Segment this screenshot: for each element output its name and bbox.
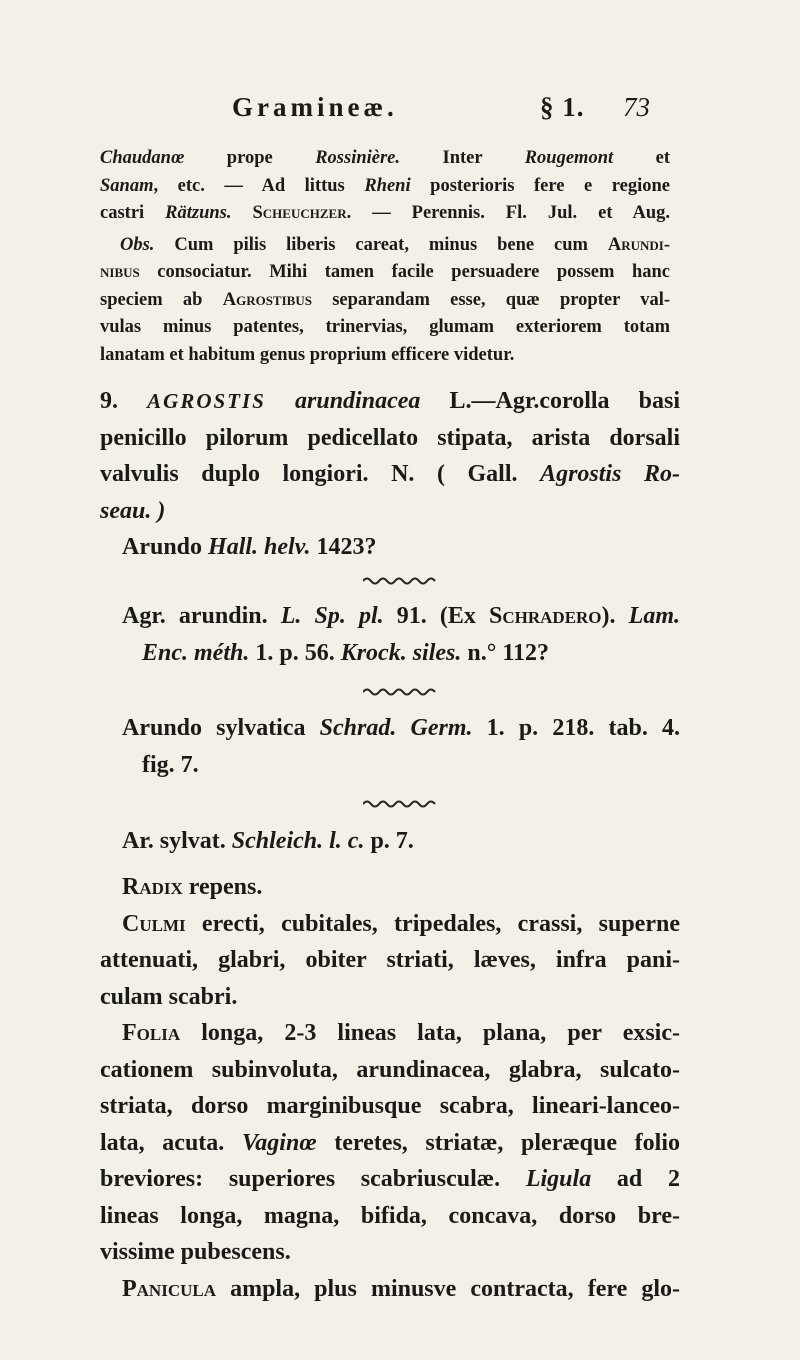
text-line: penicillo pilorum pedicellato stipata, arista dorsali <box>100 424 680 451</box>
text-line <box>100 145 670 173</box>
text-line <box>100 1015 680 1052</box>
text-run: speciem ab <box>100 289 223 310</box>
text-run: —Agr.corolla basi <box>471 388 681 414</box>
text-run: Panicula <box>122 1275 216 1302</box>
text-run: consociatur. Mihi tamen facile persuadere possem hanc <box>139 262 670 282</box>
text-line: striata, dorso marginibusque scabra, lineari-lanceo- <box>100 1093 680 1119</box>
species-genus: AGROSTIS <box>147 389 266 413</box>
text-line <box>100 1271 680 1308</box>
wavy-separator <box>0 686 800 702</box>
text-line: vissime pubescens. <box>100 1239 291 1265</box>
text-run: Rossinière. <box>315 148 401 168</box>
text-run: 1. p. 218. tab. 4. <box>472 715 680 741</box>
text-line <box>100 456 680 493</box>
text-run: seau. ) <box>100 497 166 524</box>
text-line <box>100 314 670 342</box>
text-run: ampla, plus minusve contracta, fere glo- <box>216 1275 680 1302</box>
text-run: nibus <box>100 262 140 282</box>
text-line <box>100 529 680 566</box>
species-epithet: arundinacea <box>295 388 421 414</box>
text-run: Schrad. Germ. <box>319 715 473 741</box>
text-line <box>100 710 680 747</box>
text-run: Schradero <box>489 603 602 629</box>
text-run: Rheni <box>364 175 411 196</box>
text-line <box>100 1125 680 1162</box>
text-line <box>100 598 680 635</box>
wavy-separator <box>0 798 800 814</box>
text-run: separandam esse, quæ propter val- <box>311 289 670 310</box>
description-block <box>100 869 680 1307</box>
text-line: attenuati, glabri, obiter striati, læves, infra pani- <box>100 947 680 973</box>
text-line <box>100 869 680 906</box>
text-run: Agr. arundin. <box>122 603 281 629</box>
text-run: Agrostibus <box>222 289 312 310</box>
running-header <box>232 92 650 132</box>
text-run: Arundo <box>122 534 209 560</box>
text-line <box>100 173 670 201</box>
text-run: Ligula <box>525 1166 592 1192</box>
text-run: erecti, cubitales, tripedales, crassi, superne <box>185 910 680 937</box>
text-line <box>100 906 680 943</box>
text-line <box>100 383 680 420</box>
text-line <box>100 823 680 860</box>
text-run: Radix <box>122 874 183 900</box>
text-line <box>100 747 680 784</box>
species-author: L. <box>449 388 472 414</box>
text-run: fig. 7. <box>142 751 199 778</box>
text-run: Folia <box>122 1020 181 1046</box>
text-run: Arundi- <box>607 234 670 255</box>
text-line <box>100 493 680 530</box>
text-run: Cum pilis liberis careat, minus bene cum <box>154 234 608 255</box>
text-run: breviores: superiores scabriusculæ. <box>100 1166 526 1192</box>
text-run: prope <box>184 148 316 168</box>
text-run: 1423? <box>310 534 377 560</box>
species-paragraph <box>100 383 680 566</box>
text-run: ad 2 <box>591 1166 680 1192</box>
text-run: Inter <box>400 148 525 168</box>
text-run: 91. (Ex <box>383 603 490 629</box>
text-run: repens. <box>182 874 263 900</box>
synonym-block <box>100 823 680 860</box>
header-title: Gramineæ. <box>232 92 398 122</box>
text-line <box>100 342 670 370</box>
synonym-block <box>100 710 680 783</box>
text-run: valvulis duplo longiori. N. ( Gall. <box>100 461 541 487</box>
text-run: Vaginœ <box>241 1129 317 1156</box>
text-run: — Perennis. Fl. Jul. et Aug. <box>351 203 670 223</box>
text-run: Ar. sylvat. <box>122 828 232 854</box>
text-run: Arundo sylvatica <box>122 715 320 741</box>
text-run: Rätzuns. <box>165 203 232 223</box>
text-run: longa, 2-3 lineas lata, plana, per exsic- <box>180 1020 680 1046</box>
text-run: p. 7. <box>364 828 414 854</box>
species-number: 9. <box>100 388 118 414</box>
text-run: L. Sp. pl. <box>280 603 384 629</box>
text-run: , etc. — Ad littus <box>153 175 365 196</box>
text-run: ). <box>601 603 629 629</box>
text-line: lineas longa, magna, bifida, concava, dorso bre- <box>100 1202 680 1229</box>
text-line <box>100 287 670 315</box>
text-line: culam scabri. <box>100 983 238 1010</box>
text-run: Scheuchzer. <box>252 203 352 223</box>
text-line <box>100 200 670 228</box>
page-number: 73 <box>623 92 650 122</box>
text-run: vulas minus patentes, trinervias, glumam exteriorem totam <box>100 317 670 337</box>
text-run: Agrostis Ro- <box>540 461 680 487</box>
text-line: cationem subinvoluta, arundinacea, glabra, sulcato- <box>100 1056 680 1083</box>
text-run: lanatam et habitum genus proprium efficere videtur. <box>100 344 515 365</box>
text-run: posterioris fere e regione <box>410 175 670 196</box>
text-line <box>100 259 670 287</box>
text-line <box>100 1161 680 1198</box>
synonym-block <box>100 598 680 671</box>
text-run: Rougemont <box>524 148 614 168</box>
text-run: Enc. méth. <box>142 639 250 666</box>
text-run: Hall. helv. <box>208 534 311 560</box>
text-run: Krock. siles. <box>340 639 462 666</box>
text-run: Sanam <box>100 175 154 196</box>
text-run: Schleich. l. c. <box>231 828 365 854</box>
text-run: Chaudanœ <box>100 148 185 168</box>
text-run: teretes, striatæ, pleræque folio <box>316 1129 680 1156</box>
text-run: Lam. <box>628 603 680 629</box>
text-run: lata, acuta. <box>100 1129 242 1156</box>
header-section: § 1. <box>540 92 585 122</box>
text-run <box>232 203 253 223</box>
text-run: n.° 112? <box>461 639 549 666</box>
text-run: Obs. <box>120 234 155 255</box>
text-run: castri <box>100 203 166 223</box>
wavy-separator <box>0 575 800 591</box>
text-line <box>100 635 680 672</box>
intro-paragraph <box>100 145 670 369</box>
text-run: 1. p. 56. <box>249 639 341 666</box>
text-run: et <box>613 148 670 168</box>
text-run: Culmi <box>122 910 186 937</box>
text-line <box>100 232 670 260</box>
